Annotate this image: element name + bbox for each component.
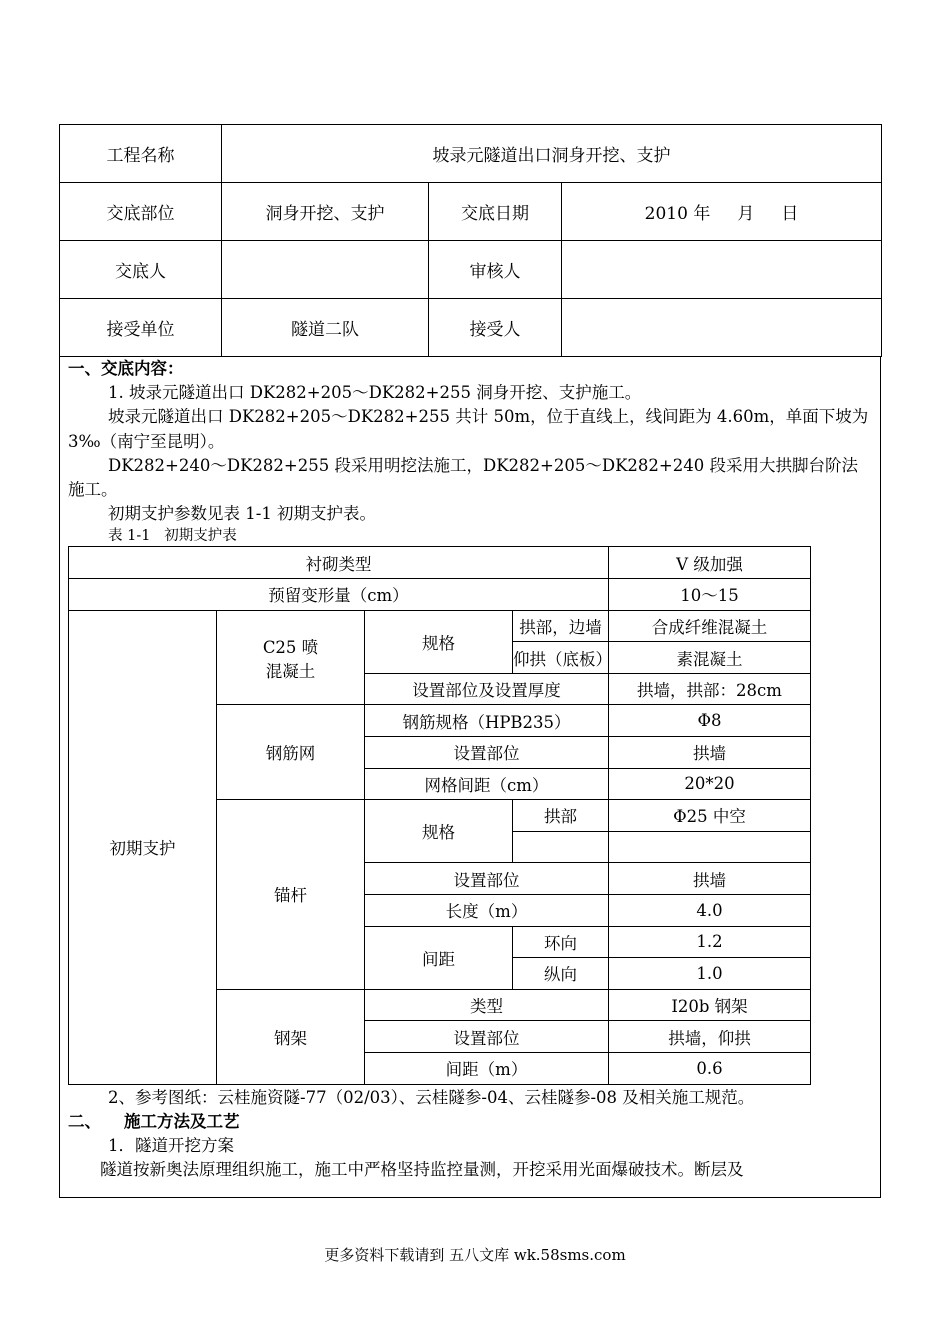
table-row <box>69 547 811 579</box>
receiver-value <box>562 299 882 357</box>
mesh-location-value: 拱墙 <box>609 736 811 768</box>
document-page <box>59 124 881 1198</box>
frame-spacing-label: 间距（m） <box>365 1052 609 1084</box>
empty-cell <box>609 831 811 863</box>
header-row-location <box>60 183 882 241</box>
location-thickness-value: 拱墙，拱部：28cm <box>609 673 811 705</box>
project-name-value: 坡录元隧道出口洞身开挖、支护 <box>222 125 882 183</box>
reviewer-value <box>562 241 882 299</box>
section1-title: 一、交底内容： <box>68 359 184 378</box>
mesh-location-label: 设置部位 <box>365 736 609 768</box>
paragraph-2: 坡录元隧道出口 DK282+205～DK282+255 共计 50m，位于直线上，线间距为 4.60m，单面下坡为 3‰（南宁至昆明）。 <box>68 407 869 451</box>
receiver-unit-value: 隧道二队 <box>222 299 429 357</box>
location-thickness-label: 设置部位及设置厚度 <box>365 673 609 705</box>
reviewer-label: 审核人 <box>429 241 562 299</box>
paragraph-6: 1．隧道开挖方案 <box>108 1135 234 1155</box>
bolt-location-label: 设置部位 <box>365 863 609 895</box>
paragraph-4: 初期支护参数见表 1-1 初期支护表。 <box>108 504 377 524</box>
presenter-value <box>222 241 429 299</box>
header-table <box>59 124 882 357</box>
header-row-receiver <box>60 299 882 357</box>
mesh-spacing-label: 网格间距（cm） <box>365 768 609 800</box>
bolt-location-value: 拱墙 <box>609 863 811 895</box>
invert-label: 仰拱（底板） <box>513 642 609 674</box>
deformation-value: 10～15 <box>609 579 811 611</box>
hoop-value: 1.2 <box>609 926 811 958</box>
bolt-length-value: 4.0 <box>609 894 811 926</box>
frame-type-value: I20b 钢架 <box>609 989 811 1021</box>
bolt-spacing-label: 间距 <box>365 926 513 989</box>
date-label: 交底日期 <box>429 183 562 241</box>
bolt-arch-label: 拱部 <box>513 800 609 832</box>
steel-frame-label: 钢架 <box>217 989 365 1084</box>
location-value: 洞身开挖、支护 <box>222 183 429 241</box>
header-row-presenter <box>60 241 882 299</box>
table-row <box>69 579 811 611</box>
mesh-spacing-value: 20*20 <box>609 768 811 800</box>
bolt-spec-label: 规格 <box>365 800 513 863</box>
location-label: 交底部位 <box>60 183 222 241</box>
initial-support-label: 初期支护 <box>69 610 217 1084</box>
bolt-length-label: 长度（m） <box>365 894 609 926</box>
rebar-spec-value: Φ8 <box>609 705 811 737</box>
receiver-unit-label: 接受单位 <box>60 299 222 357</box>
mesh-label: 钢筋网 <box>217 705 365 800</box>
invert-value: 素混凝土 <box>609 642 811 674</box>
frame-spacing-value: 0.6 <box>609 1052 811 1084</box>
content-section <box>59 357 881 1198</box>
project-name-label: 工程名称 <box>60 125 222 183</box>
paragraph-5: 2、参考图纸：云桂施资隧-77（02/03）、云桂隧参-04、云桂隧参-08 及相关施工规范。 <box>108 1087 755 1107</box>
date-value: 2010 年 月 日 <box>562 183 882 241</box>
hoop-label: 环向 <box>513 926 609 958</box>
frame-location-value: 拱墙，仰拱 <box>609 1021 811 1053</box>
paragraph-1: 1. 坡录元隧道出口 DK282+205～DK282+255 洞身开挖、支护施工。 <box>108 383 642 403</box>
spec-label: 规格 <box>365 610 513 673</box>
deformation-label: 预留变形量（cm） <box>69 579 609 611</box>
table-row <box>69 610 811 642</box>
shotcrete-label: C25 喷混凝土 <box>217 610 365 705</box>
lining-type-label: 衬砌类型 <box>69 547 609 579</box>
receiver-label: 接受人 <box>429 299 562 357</box>
longitudinal-label: 纵向 <box>513 958 609 990</box>
frame-location-label: 设置部位 <box>365 1021 609 1053</box>
empty-cell <box>513 831 609 863</box>
frame-type-label: 类型 <box>365 989 609 1021</box>
section2-title: 二、 施工方法及工艺 <box>68 1111 240 1131</box>
arch-wall-value: 合成纤维混凝土 <box>609 610 811 642</box>
footer-link-text[interactable]: 更多资料下载请到 五八文库 wk.58sms.com <box>324 1246 626 1264</box>
arch-wall-label: 拱部，边墙 <box>513 610 609 642</box>
rebar-spec-label: 钢筋规格（HPB235） <box>365 705 609 737</box>
bolt-arch-value: Φ25 中空 <box>609 800 811 832</box>
lining-type-value: V 级加强 <box>609 547 811 579</box>
table-caption: 表 1-1 初期支护表 <box>108 528 237 545</box>
bolt-label: 锚杆 <box>217 800 365 990</box>
paragraph-7: 隧道按新奥法原理组织施工，施工中严格坚持监控量测，开挖采用光面爆破技术。断层及 <box>100 1160 744 1180</box>
paragraph-3: DK282+240～DK282+255 段采用明挖法施工，DK282+205～DK282+240 段采用大拱脚台阶法施工。 <box>68 455 858 500</box>
presenter-label: 交底人 <box>60 241 222 299</box>
header-row-project <box>60 125 882 183</box>
longitudinal-value: 1.0 <box>609 958 811 990</box>
support-table <box>68 546 811 1084</box>
